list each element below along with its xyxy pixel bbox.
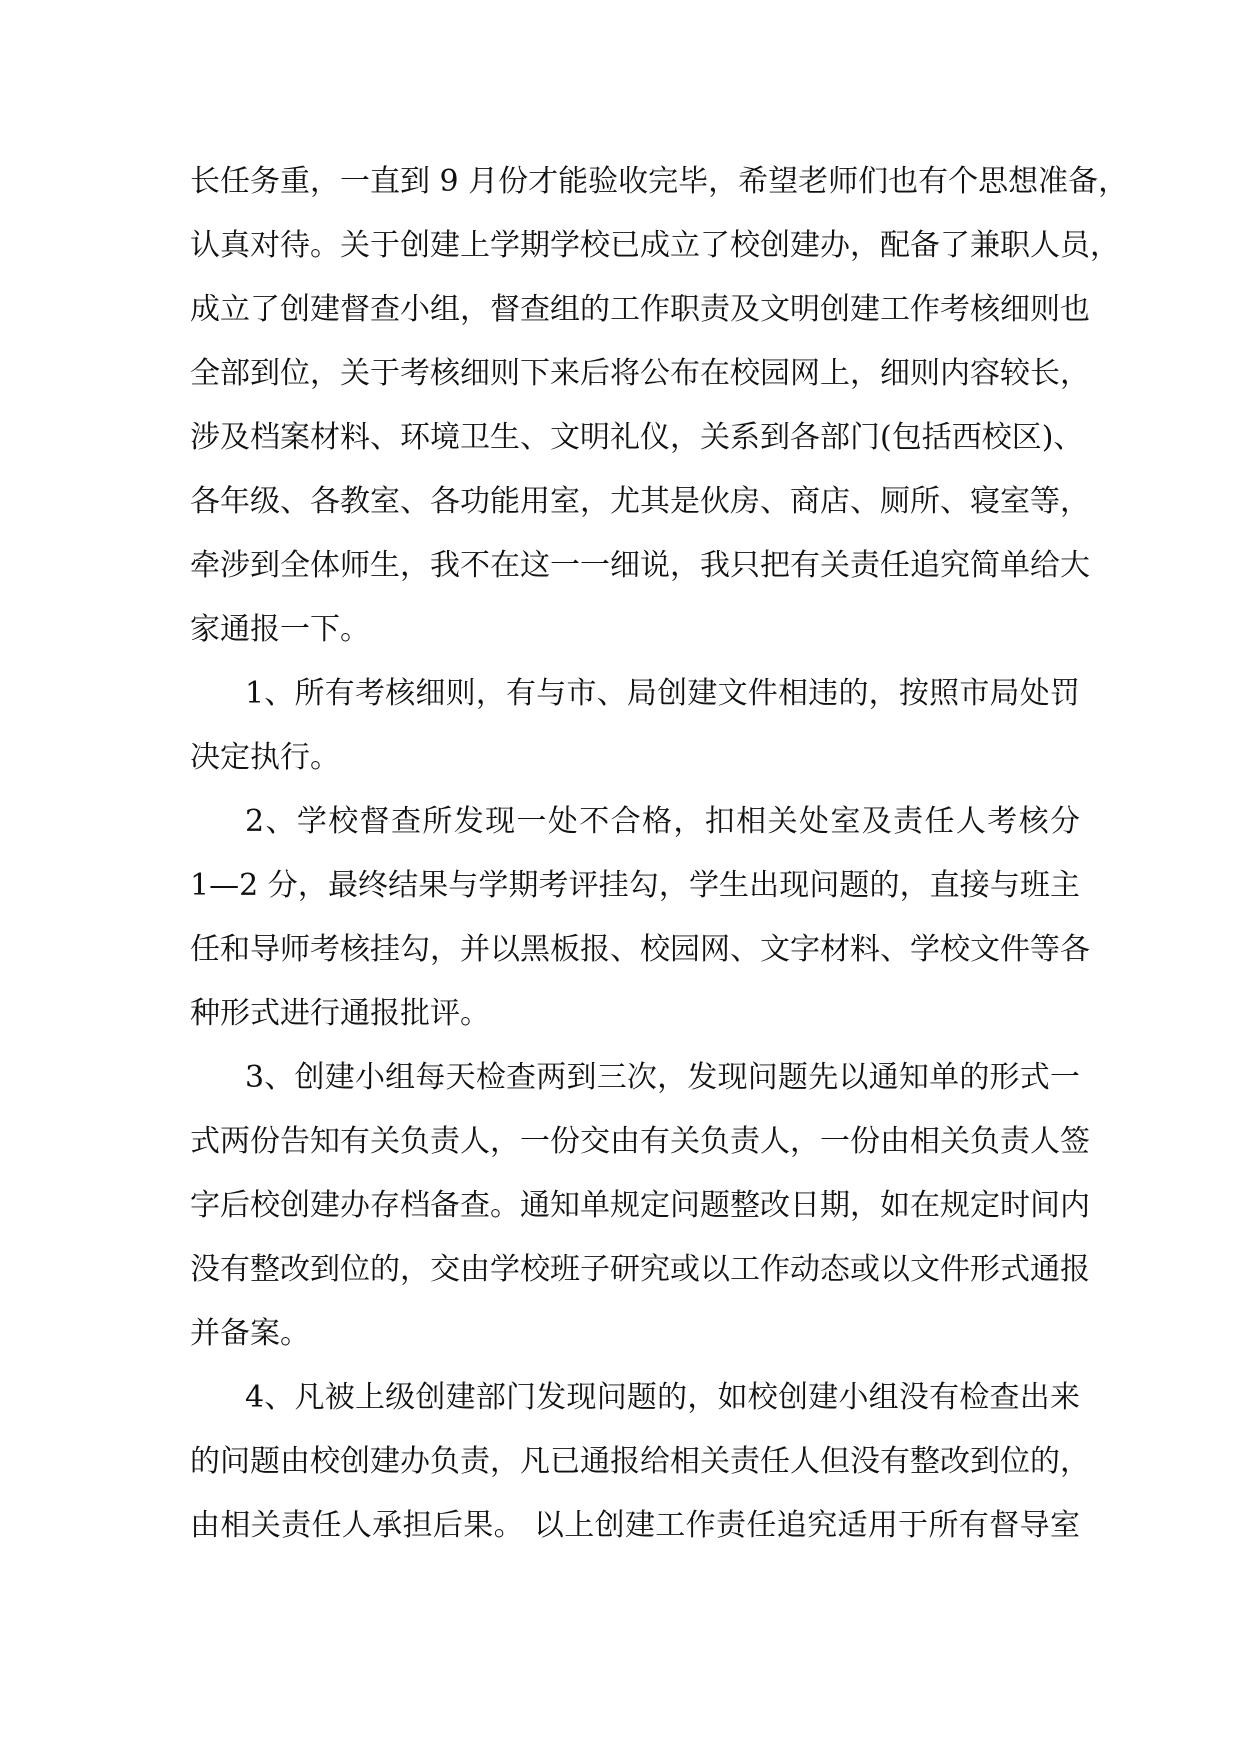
text-line: 家通报一下。 — [190, 612, 370, 647]
text-line: 式两份告知有关负责人，一份交由有关负责人，一份由相关负责人签 — [190, 1124, 1090, 1159]
text-line: 决定执行。 — [190, 740, 340, 775]
text-line: 涉及档案材料、环境卫生、文明礼仪，关系到各部门(包括西校区)、 — [190, 420, 1084, 455]
document-body — [190, 150, 1129, 1558]
list-item-3: 3、创建小组每天检查两到三次，发现问题先以通知单的形式一 — [245, 1060, 1080, 1095]
text-line: 没有整改到位的，交由学校班子研究或以工作动态或以文件形式通报 — [190, 1252, 1090, 1287]
text-line: 由相关责任人承担后果。 以上创建工作责任追究适用于所有督导室 — [190, 1508, 1080, 1543]
text-line: 并备案。 — [190, 1316, 310, 1351]
list-item-1: 1、所有考核细则，有与市、局创建文件相违的，按照市局处罚 — [245, 676, 1080, 711]
text-line: 成立了创建督查小组，督查组的工作职责及文明创建工作考核细则也 — [190, 292, 1090, 327]
text-line: 的问题由校创建办负责，凡已通报给相关责任人但没有整改到位的， — [190, 1444, 1090, 1479]
list-item-2: 2、学校督查所发现一处不合格，扣相关处室及责任人考核分 — [245, 804, 1080, 839]
text-line: 种形式进行通报批评。 — [190, 996, 490, 1031]
text-line: 1—2 分，最终结果与学期考评挂勾，学生出现问题的，直接与班主 — [190, 868, 1080, 903]
text-line: 字后校创建办存档备查。通知单规定问题整改日期，如在规定时间内 — [190, 1188, 1090, 1223]
text-line: 认真对待。关于创建上学期学校已成立了校创建办，配备了兼职人员， — [190, 228, 1120, 263]
text-line: 牵涉到全体师生，我不在这一一细说，我只把有关责任追究简单给大 — [190, 548, 1090, 583]
text-line: 各年级、各教室、各功能用室，尤其是伙房、商店、厕所、寝室等， — [190, 484, 1090, 519]
text-line: 任和导师考核挂勾，并以黑板报、校园网、文字材料、学校文件等各 — [190, 932, 1090, 967]
text-line: 长任务重，一直到 9 月份才能验收完毕，希望老师们也有个思想准备， — [190, 164, 1129, 199]
list-item-4: 4、凡被上级创建部门发现问题的，如校创建小组没有检查出来 — [245, 1380, 1080, 1415]
text-line: 全部到位，关于考核细则下来后将公布在校园网上，细则内容较长， — [190, 356, 1090, 391]
